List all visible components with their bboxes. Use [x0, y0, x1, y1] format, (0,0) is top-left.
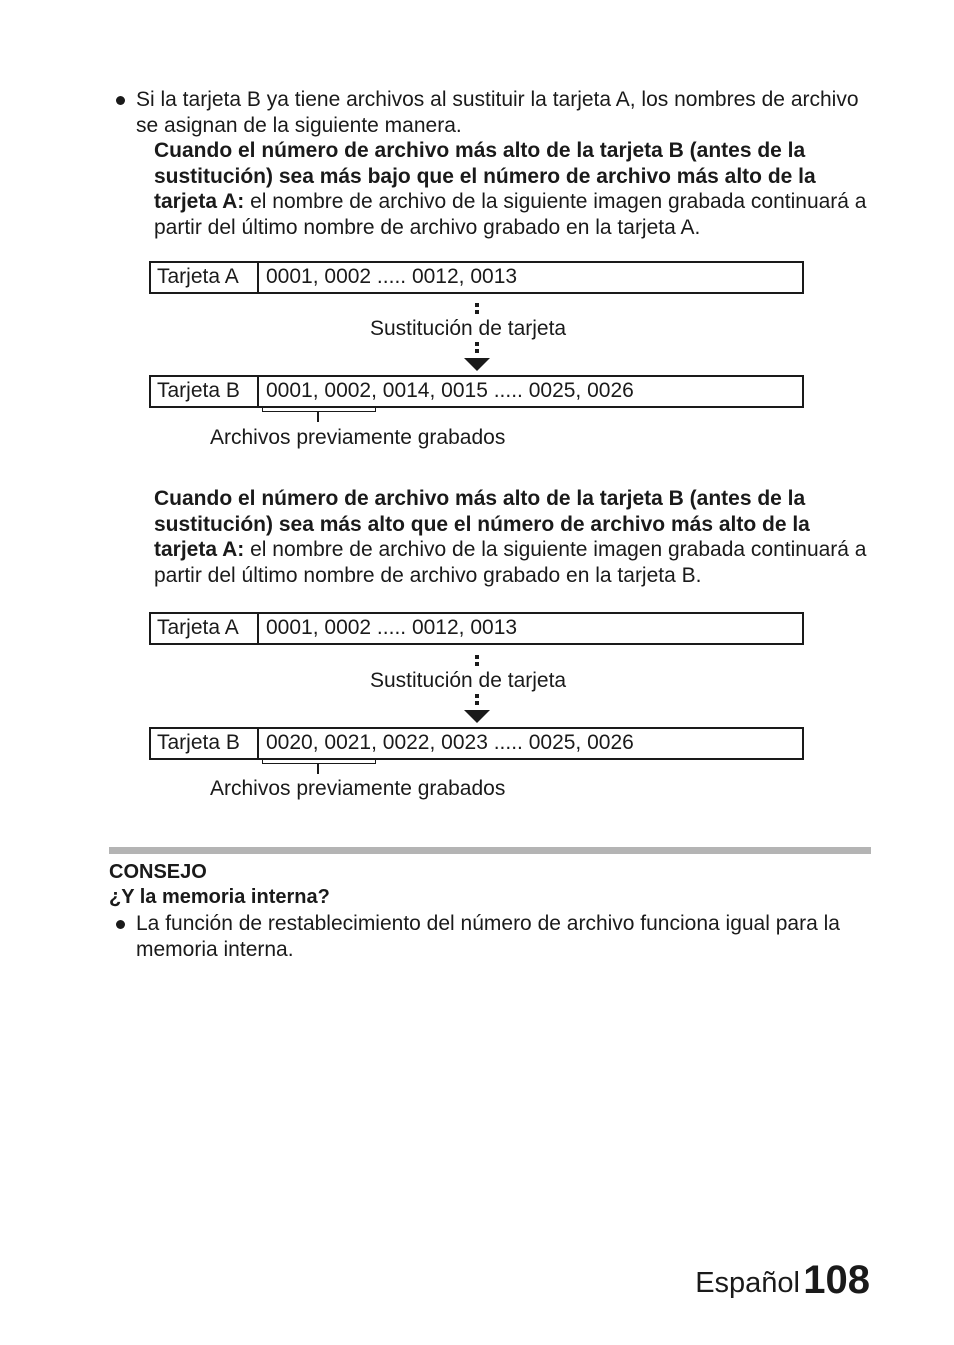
case1-swap-label: Sustitución de tarjeta — [370, 317, 567, 340]
case2-card-a-row — [149, 612, 804, 645]
case1-card-b-files: 0001, 0002, 0014, 0015 ..... 0025, 0026 — [266, 379, 634, 402]
case2-card-a-files: 0001, 0002 ..... 0012, 0013 — [266, 616, 518, 639]
case1-dotted-connector-top — [475, 303, 479, 317]
case1-previous-files-label: Archivos previamente grabados — [210, 426, 506, 449]
case1-down-arrow-icon — [464, 358, 490, 371]
case2-card-b-label: Tarjeta B — [151, 729, 259, 758]
bullet-dot — [116, 96, 125, 105]
tip-question: ¿Y la memoria interna? — [109, 886, 330, 908]
case1-card-a-files: 0001, 0002 ..... 0012, 0013 — [266, 265, 518, 288]
page-number: 108 — [803, 1258, 870, 1302]
case1-bracket — [262, 406, 376, 412]
case2-card-b-row — [149, 727, 804, 760]
case2-dotted-connector-top — [475, 655, 479, 669]
case1-condition: Cuando el número de archivo más alto de la tarjeta B (antes de la sustitución) sea más bajo que el número de archivo más alto de la tarjeta A: — [154, 139, 816, 213]
case2-card-b-files: 0020, 0021, 0022, 0023 ..... 0025, 0026 — [266, 731, 634, 754]
case2-bracket — [262, 758, 376, 764]
case2-result: el nombre de archivo de la siguiente imagen grabada continuará a partir del último nombre de archivo grabado en la tarjeta B. — [154, 538, 867, 587]
case1-dotted-connector-bottom — [475, 342, 479, 356]
case1-card-a-label: Tarjeta A — [151, 263, 259, 292]
case1-bracket-stem — [317, 412, 319, 422]
case2-bracket-stem — [317, 764, 319, 774]
case2-down-arrow-icon — [464, 710, 490, 723]
section-divider — [109, 847, 871, 854]
case1-paragraph — [154, 138, 874, 240]
tip-heading: CONSEJO — [109, 861, 207, 883]
case2-previous-files-label: Archivos previamente grabados — [210, 777, 506, 800]
case2-swap-label: Sustitución de tarjeta — [370, 669, 567, 692]
case1-card-b-label: Tarjeta B — [151, 377, 259, 406]
case1-card-a-row — [149, 261, 804, 294]
case2-card-a-label: Tarjeta A — [151, 614, 259, 643]
case2-dotted-connector-bottom — [475, 694, 479, 708]
footer-language: Español — [695, 1267, 800, 1299]
case1-result: el nombre de archivo de la siguiente imagen grabada continuará a partir del último nombre de archivo grabado en la tarjeta A. — [154, 190, 867, 239]
case1-card-b-row — [149, 375, 804, 408]
bullet-dot — [116, 920, 125, 929]
case2-condition: Cuando el número de archivo más alto de la tarjeta B (antes de la sustitución) sea más alto que el número de archivo más alto de la tarjeta A: — [154, 487, 810, 561]
case2-paragraph — [154, 486, 874, 588]
tip-text: La función de restablecimiento del número de archivo funciona igual para la memoria interna. — [136, 912, 840, 961]
intro-paragraph: Si la tarjeta B ya tiene archivos al sustituir la tarjeta A, los nombres de archivo se asignan de la siguiente manera. — [136, 88, 859, 137]
